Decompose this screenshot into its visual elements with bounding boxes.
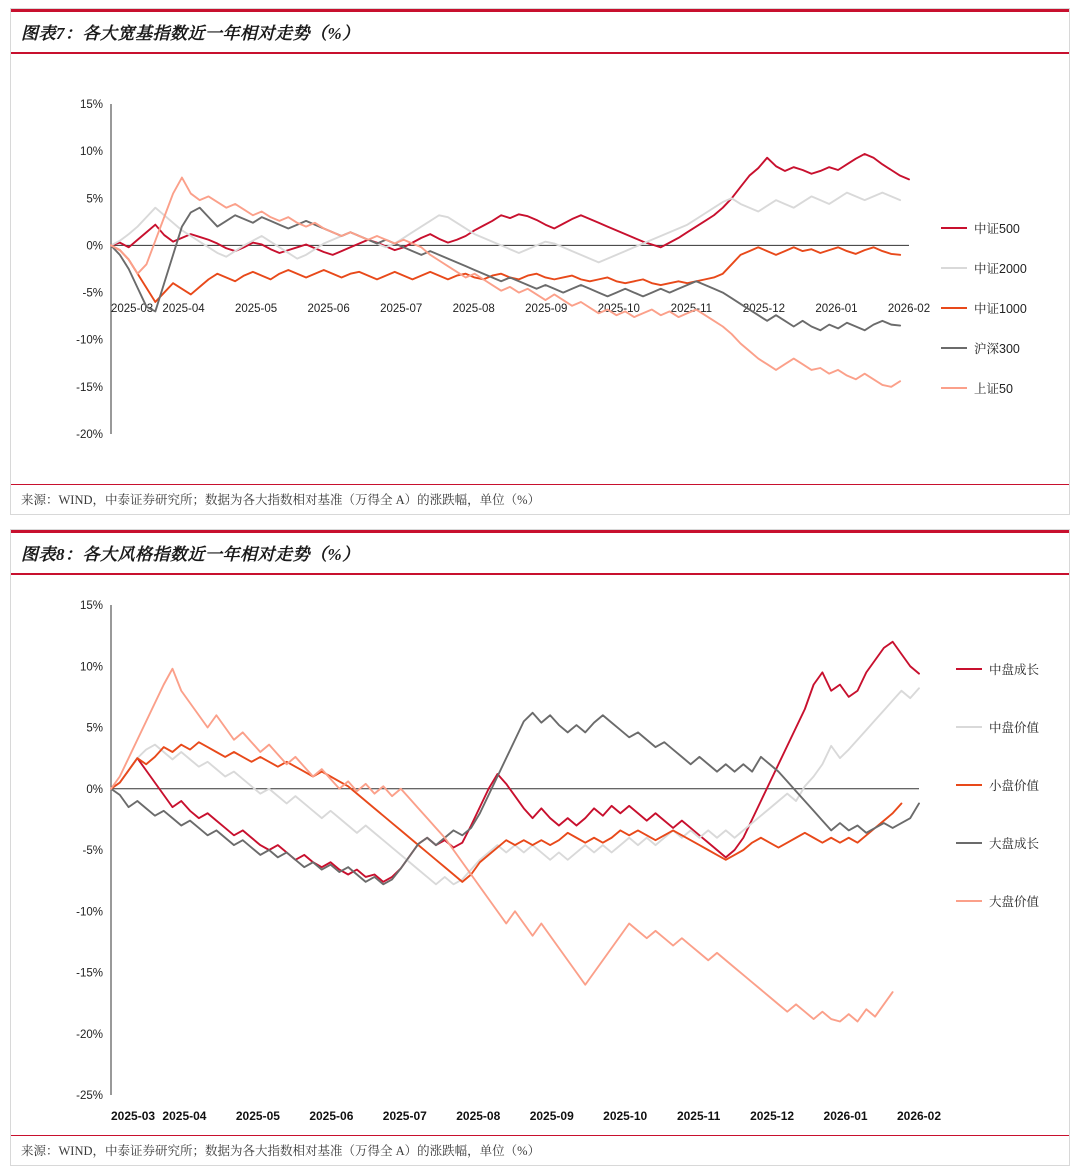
- svg-text:2026-01: 2026-01: [815, 303, 858, 315]
- legend-item: [941, 259, 1027, 277]
- legend-label: 中证500: [974, 222, 1020, 236]
- svg-text:2025-04: 2025-04: [162, 303, 205, 315]
- legend-item: [956, 660, 1039, 678]
- legend-item: [956, 776, 1039, 794]
- svg-text:2025-09: 2025-09: [529, 1109, 574, 1123]
- svg-text:2025-12: 2025-12: [742, 303, 786, 315]
- svg-text:-5%: -5%: [82, 845, 103, 857]
- panel-body-7: [11, 54, 1069, 484]
- legend-item: [956, 718, 1039, 736]
- svg-text:10%: 10%: [79, 146, 103, 159]
- chart-panel-7: [10, 8, 1070, 515]
- legend-label: 中盘价值: [989, 721, 1040, 735]
- panel-source-8: 来源：WIND，中泰证券研究所；数据为各大指数相对基准（万得全 A）的涨跌幅，单位（%）: [11, 1135, 1069, 1165]
- svg-text:0%: 0%: [86, 240, 103, 253]
- svg-text:2025-09: 2025-09: [525, 303, 568, 315]
- svg-text:2025-08: 2025-08: [452, 303, 495, 315]
- legend-swatch: [956, 842, 982, 844]
- legend-item: [956, 892, 1039, 910]
- legend-label: 小盘价值: [989, 779, 1040, 793]
- legend-swatch: [956, 784, 982, 786]
- legend-label: 大盘价值: [989, 895, 1040, 909]
- svg-text:-15%: -15%: [76, 381, 103, 394]
- legend-label: 大盘成长: [989, 837, 1040, 851]
- svg-text:5%: 5%: [86, 722, 103, 735]
- svg-text:2025-10: 2025-10: [597, 303, 640, 315]
- chart-8-legend: [956, 660, 1039, 950]
- chart-panel-8: [10, 529, 1070, 1166]
- svg-text:2025-06: 2025-06: [307, 303, 350, 315]
- legend-swatch: [956, 726, 982, 728]
- panel-body-8: [11, 575, 1069, 1135]
- svg-text:2025-11: 2025-11: [676, 1109, 721, 1123]
- svg-text:-20%: -20%: [76, 429, 103, 441]
- svg-text:2025-06: 2025-06: [309, 1109, 354, 1123]
- legend-label: 中证1000: [974, 302, 1027, 316]
- legend-item: [941, 299, 1027, 317]
- svg-text:2025-12: 2025-12: [750, 1109, 795, 1123]
- svg-text:15%: 15%: [79, 600, 103, 612]
- svg-text:-10%: -10%: [76, 906, 103, 919]
- svg-text:-20%: -20%: [76, 1028, 103, 1041]
- legend-swatch: [941, 227, 967, 229]
- svg-text:2025-11: 2025-11: [670, 303, 713, 315]
- svg-text:-5%: -5%: [82, 287, 103, 300]
- svg-text:2025-03: 2025-03: [111, 1109, 156, 1123]
- svg-text:2025-04: 2025-04: [162, 1109, 207, 1123]
- svg-text:2025-03: 2025-03: [111, 303, 154, 315]
- legend-label: 沪深300: [974, 342, 1020, 356]
- legend-label: 上证50: [974, 382, 1013, 396]
- chart-8: [11, 575, 1069, 1135]
- svg-text:2025-05: 2025-05: [235, 1109, 280, 1123]
- legend-swatch: [956, 900, 982, 902]
- svg-text:5%: 5%: [86, 193, 103, 206]
- legend-item: [941, 379, 1027, 397]
- legend-label: 中证2000: [974, 262, 1027, 276]
- legend-swatch: [941, 347, 967, 349]
- panel-title-8: 图表8：各大风格指数近一年相对走势（%）: [11, 530, 1069, 575]
- svg-text:2025-10: 2025-10: [603, 1109, 648, 1123]
- chart-7-svg: [11, 54, 1069, 484]
- legend-item: [941, 219, 1027, 237]
- svg-text:10%: 10%: [79, 661, 103, 674]
- svg-text:2025-08: 2025-08: [456, 1109, 501, 1123]
- legend-swatch: [956, 668, 982, 670]
- legend-swatch: [941, 307, 967, 309]
- svg-text:2026-02: 2026-02: [896, 1109, 942, 1123]
- svg-text:2025-07: 2025-07: [382, 1109, 427, 1123]
- legend-label: 中盘成长: [989, 663, 1040, 677]
- legend-swatch: [941, 267, 967, 269]
- svg-text:2026-02: 2026-02: [887, 303, 931, 315]
- svg-text:2025-05: 2025-05: [234, 303, 278, 315]
- chart-8-svg: [11, 575, 1069, 1135]
- svg-text:-10%: -10%: [76, 334, 103, 347]
- panel-source-7: 来源：WIND，中泰证券研究所；数据为各大指数相对基准（万得全 A）的涨跌幅，单位（%）: [11, 484, 1069, 514]
- chart-7: [11, 54, 1069, 484]
- legend-swatch: [941, 387, 967, 389]
- legend-item: [941, 339, 1027, 357]
- chart-7-legend: [941, 219, 1027, 419]
- legend-item: [956, 834, 1039, 852]
- svg-text:2025-07: 2025-07: [380, 303, 423, 315]
- svg-text:15%: 15%: [79, 99, 103, 111]
- panel-title-7: 图表7：各大宽基指数近一年相对走势（%）: [11, 9, 1069, 54]
- svg-text:2026-01: 2026-01: [823, 1109, 868, 1123]
- svg-text:-25%: -25%: [76, 1090, 103, 1102]
- svg-text:0%: 0%: [86, 783, 103, 796]
- svg-text:-15%: -15%: [76, 967, 103, 980]
